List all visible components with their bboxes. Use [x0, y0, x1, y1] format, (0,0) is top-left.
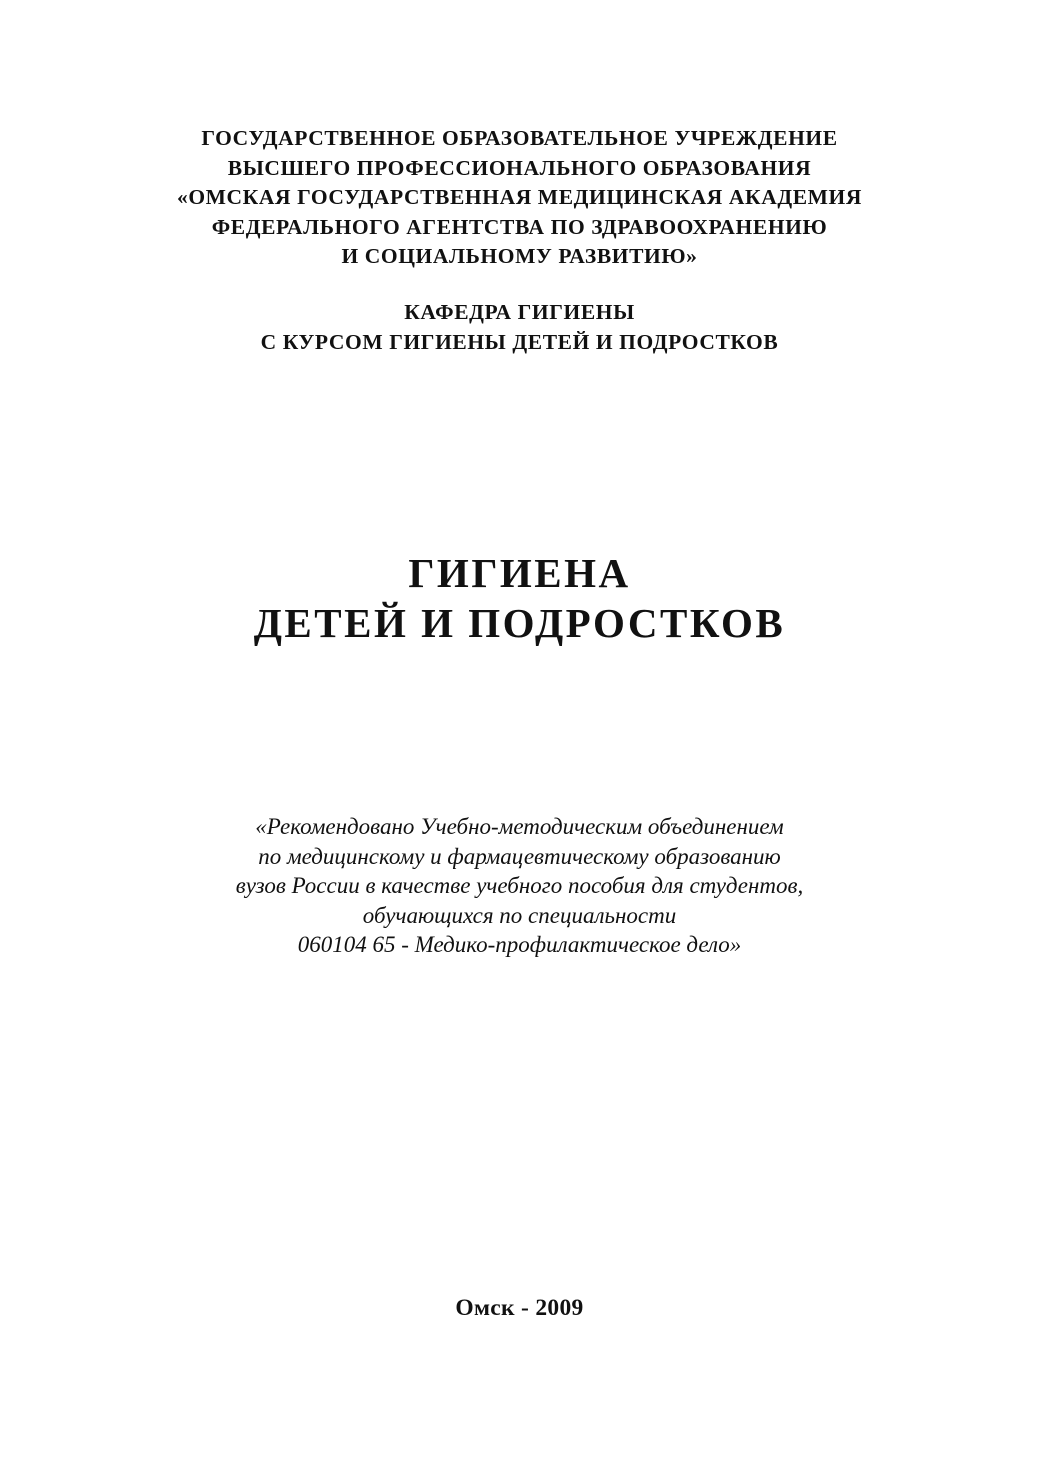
institution-line-2: ВЫСШЕГО ПРОФЕССИОНАЛЬНОГО ОБРАЗОВАНИЯ [227, 155, 812, 180]
institution-line-5: И СОЦИАЛЬНОМУ РАЗВИТИЮ» [341, 244, 698, 268]
recommendation-note [0, 812, 1039, 960]
city-year: Омск - 2009 [455, 1295, 584, 1321]
department-line-2: С КУРСОМ ГИГИЕНЫ ДЕТЕЙ И ПОДРОСТКОВ [260, 329, 779, 354]
institution-header [0, 124, 1039, 272]
institution-line-4: ФЕДЕРАЛЬНОГО АГЕНТСТВА ПО ЗДРАВООХРАНЕНИЮ [211, 214, 828, 239]
recommendation-line-2: по медицинскому и фармацевтическому образованию [258, 843, 781, 869]
imprint-footer [0, 1292, 1039, 1324]
department-header [0, 298, 1039, 357]
recommendation-line-3: вузов России в качестве учебного пособия для студентов, [235, 873, 804, 898]
document-title [0, 548, 1039, 648]
recommendation-line-1: «Рекомендовано Учебно-методическим объединением [255, 814, 784, 839]
recommendation-line-5: 060104 65 - Медико-профилактическое дело» [297, 932, 742, 957]
title-line-2: ДЕТЕЙ И ПОДРОСТКОВ [253, 600, 786, 646]
department-line-1: КАФЕДРА ГИГИЕНЫ [404, 300, 635, 324]
institution-line-1: ГОСУДАРСТВЕННОЕ ОБРАЗОВАТЕЛЬНОЕ УЧРЕЖДЕНИЕ [201, 126, 838, 150]
recommendation-line-4: обучающихся по специальности [362, 902, 677, 928]
title-line-1: ГИГИЕНА [408, 550, 631, 596]
institution-line-3: «ОМСКАЯ ГОСУДАРСТВЕННАЯ МЕДИЦИНСКАЯ АКАДЕМИЯ [176, 185, 862, 209]
